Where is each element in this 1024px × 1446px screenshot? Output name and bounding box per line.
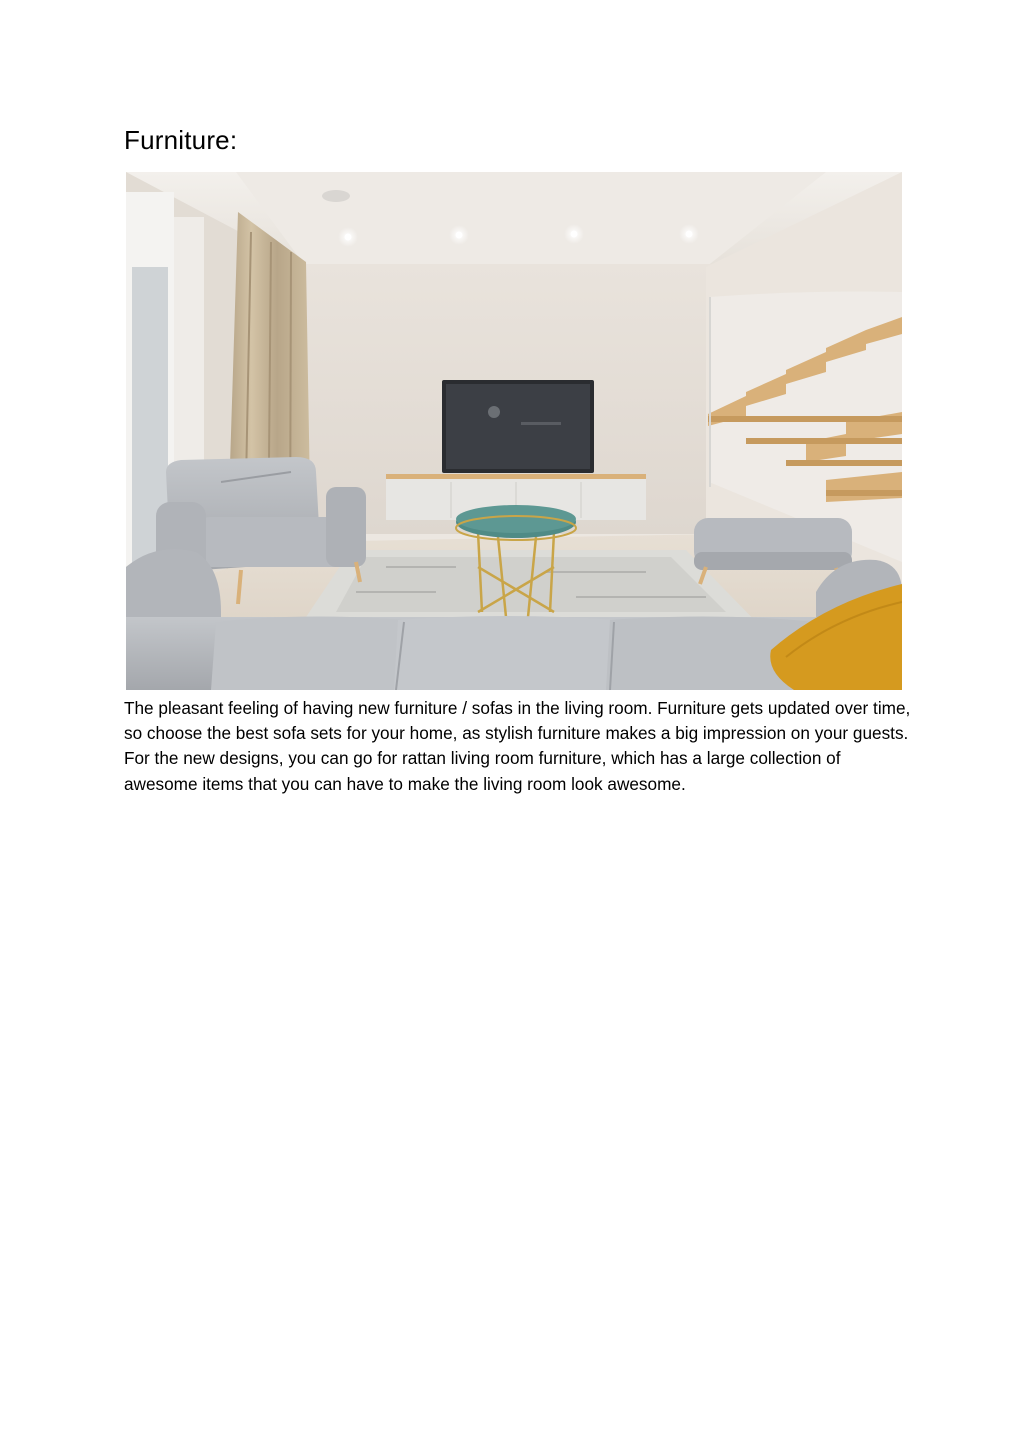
section-heading: Furniture: bbox=[124, 125, 238, 155]
body-paragraph: The pleasant feeling of having new furniture / sofas in the living room. Furniture gets updated over time, so choose the best sofa sets for your home, as stylish furniture makes a big impression on your guests. For the new designs, you can go for rattan living room furniture, which has a large collection of awesome items that you can have to make the living room look awesome. bbox=[124, 698, 911, 794]
living-room-photo bbox=[126, 172, 902, 690]
